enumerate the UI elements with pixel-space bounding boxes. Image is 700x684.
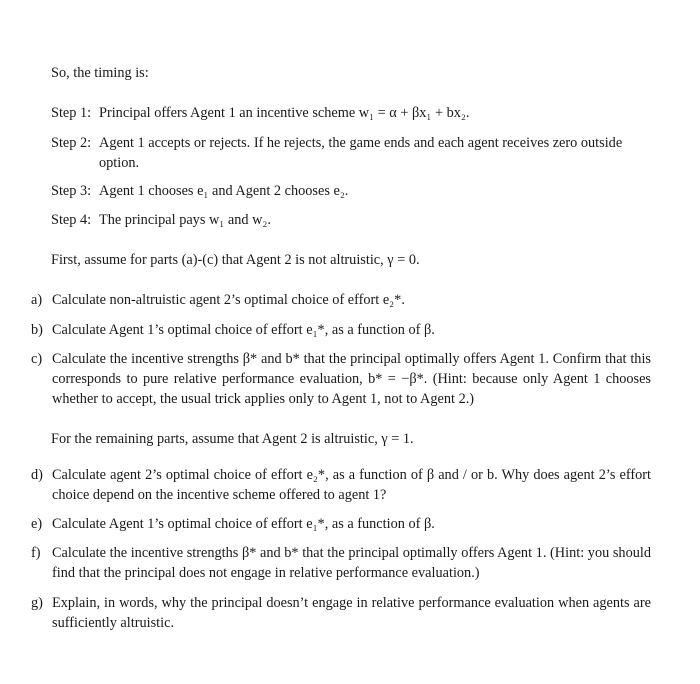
question-e — [31, 514, 651, 534]
question-text: Calculate the incentive strengths β* and b* that the principal optimally offers Agent 1. Confirm that this corresponds to pure relative performance evaluation, b* = −β*. (Hint: because only Agent 1 chooses whether to accept, the usual trick applies only to Agent 1, not to Agent 2.) — [52, 351, 651, 407]
question-label: f) — [31, 545, 41, 561]
question-f — [31, 543, 651, 583]
step-text: The principal pays w₁ and w₂. — [99, 212, 271, 228]
assumption-non-altruistic: First, assume for parts (a)-(c) that Agent 2 is not altruistic, γ = 0. — [51, 252, 420, 268]
question-g — [31, 593, 651, 633]
step-text: Principal offers Agent 1 an incentive scheme w₁ = α + βx₁ + bx₂. — [99, 105, 470, 121]
question-b — [31, 320, 651, 340]
step-label: Step 4: — [51, 212, 92, 228]
question-label: d) — [31, 467, 43, 483]
question-label: e) — [31, 516, 43, 532]
question-c — [31, 349, 651, 409]
step-3 — [51, 181, 651, 201]
question-a — [31, 290, 651, 310]
step-label: Step 2: — [51, 135, 92, 151]
question-d — [31, 465, 651, 505]
question-label: a) — [31, 292, 43, 308]
question-label: g) — [31, 595, 43, 611]
step-4 — [51, 210, 651, 230]
step-1 — [51, 103, 651, 123]
question-text: Calculate agent 2’s optimal choice of effort e₂*, as a function of β and / or b. Why does agent 2’s effort choice depend on the incentive scheme offered to agent 1? — [52, 467, 651, 503]
step-label: Step 3: — [51, 183, 92, 199]
question-text: Calculate Agent 1’s optimal choice of effort e₁*, as a function of β. — [52, 322, 435, 338]
question-label: c) — [31, 351, 43, 367]
step-text: Agent 1 accepts or rejects. If he rejects, the game ends and each agent receives zero outside option. — [99, 135, 623, 171]
question-text: Calculate the incentive strengths β* and b* that the principal optimally offers Agent 1. (Hint: you should find that the principal does not engage in relative performance evaluation.) — [52, 545, 651, 581]
assumption-altruistic: For the remaining parts, assume that Agent 2 is altruistic, γ = 1. — [51, 431, 414, 447]
step-label: Step 1: — [51, 105, 92, 121]
intro-text: So, the timing is: — [51, 65, 149, 81]
step-2 — [51, 133, 651, 173]
question-label: b) — [31, 322, 43, 338]
question-text: Calculate non-altruistic agent 2’s optimal choice of effort e₂*. — [52, 292, 405, 308]
question-text: Calculate Agent 1’s optimal choice of effort e₁*, as a function of β. — [52, 516, 435, 532]
question-text: Explain, in words, why the principal doesn’t engage in relative performance evaluation when agents are sufficiently altruistic. — [52, 595, 651, 631]
step-text: Agent 1 chooses e₁ and Agent 2 chooses e₂. — [99, 183, 349, 199]
